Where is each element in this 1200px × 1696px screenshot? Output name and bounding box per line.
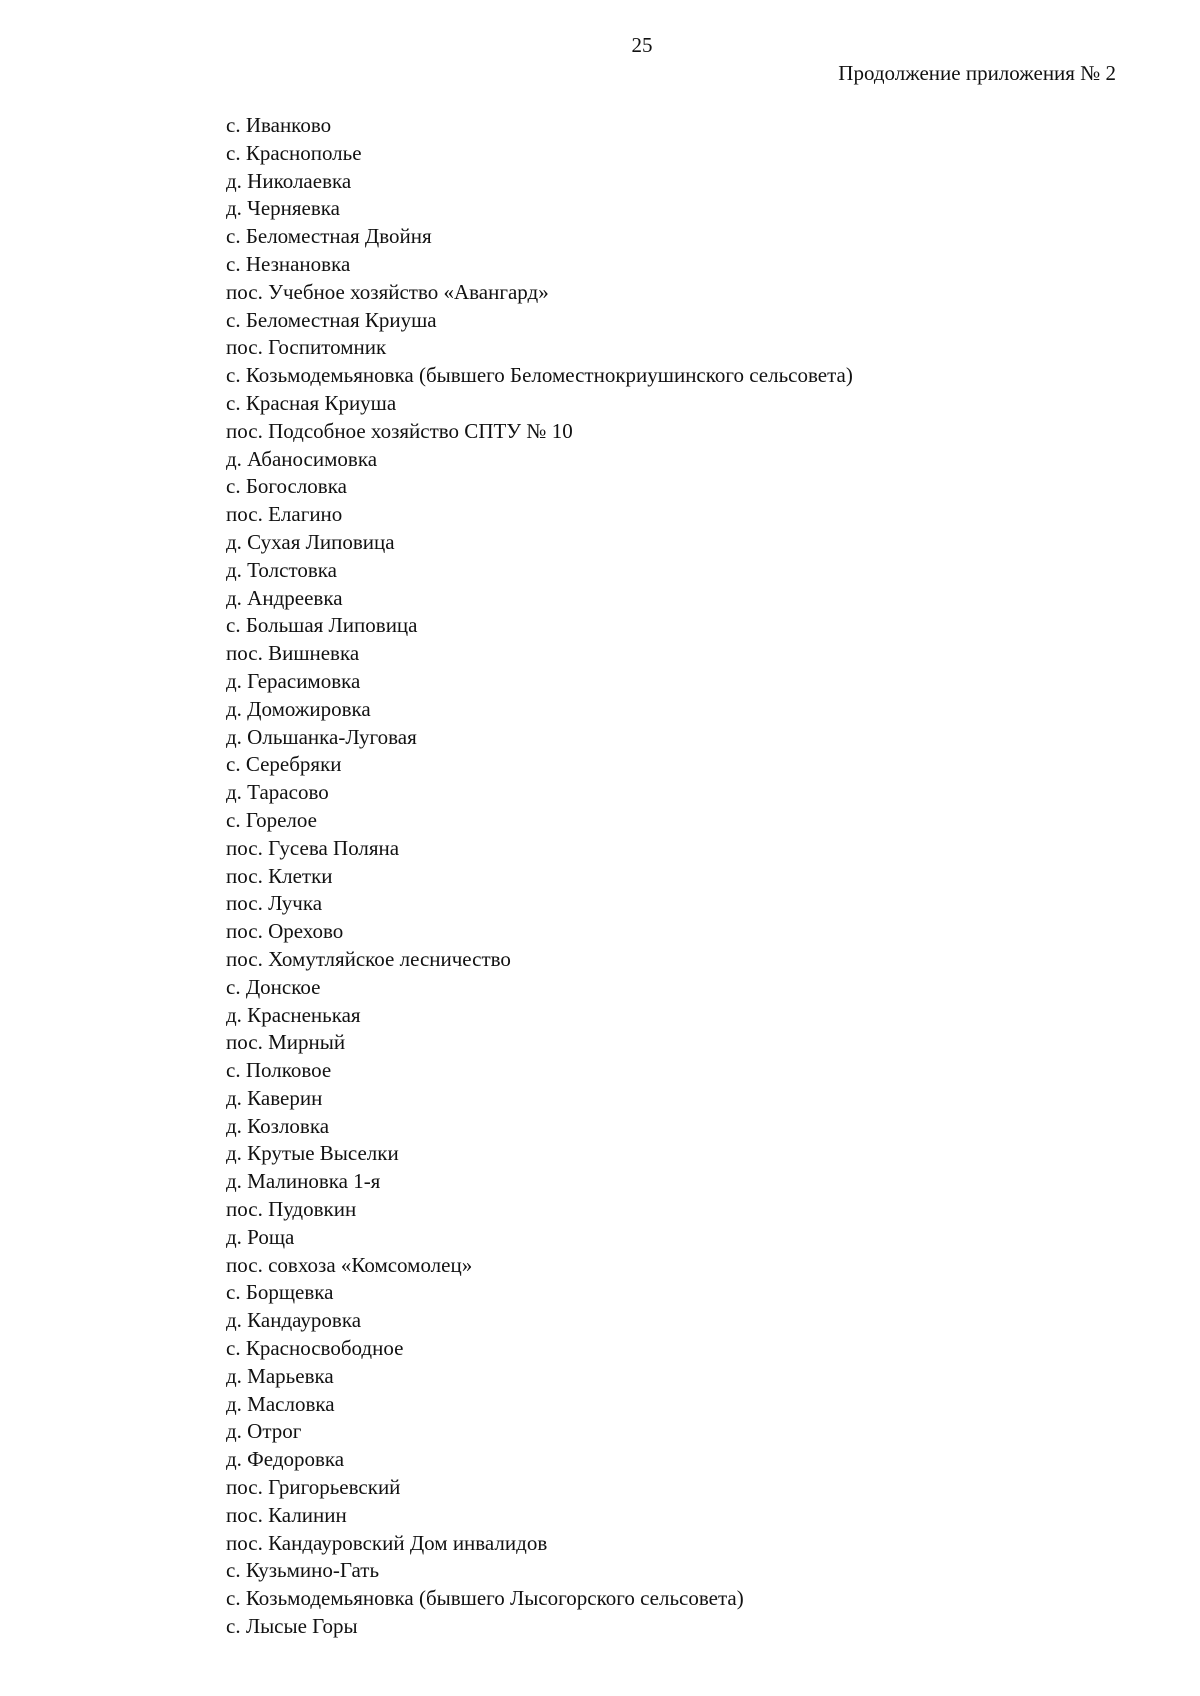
settlement-item: д. Толстовка bbox=[226, 557, 337, 582]
settlement-item: с. Иванково bbox=[226, 113, 332, 137]
settlement-item: с. Борщевка bbox=[226, 1280, 334, 1305]
settlement-item: с. Козьмодемьяновка (бывшего Лысогорского сельсовета) bbox=[226, 1586, 744, 1611]
settlement-item: с. Беломестная Двойня bbox=[226, 224, 432, 249]
page-number: 25 bbox=[631, 33, 653, 57]
settlement-item: д. Отрог bbox=[226, 1419, 302, 1444]
settlement-item: д. Доможировка bbox=[226, 696, 371, 721]
settlement-item: пос. Мирный bbox=[226, 1030, 346, 1055]
settlement-item: д. Кандауровка bbox=[226, 1308, 362, 1333]
settlement-item: д. Малиновка 1-я bbox=[226, 1169, 381, 1194]
settlement-item: пос. Госпитомник bbox=[226, 335, 387, 360]
settlement-item: д. Каверин bbox=[226, 1085, 323, 1110]
settlement-item: пос. Вишневка bbox=[226, 641, 360, 666]
settlement-item: пос. Клетки bbox=[226, 863, 333, 888]
settlement-item: д. Сухая Липовица bbox=[226, 529, 395, 554]
settlement-item: д. Герасимовка bbox=[226, 668, 361, 693]
settlement-item: с. Серебряки bbox=[226, 752, 342, 777]
settlement-item: с. Кузьмино-Гать bbox=[226, 1558, 380, 1583]
settlement-item: с. Красная Криуша bbox=[226, 390, 397, 415]
settlement-item: с. Богословка bbox=[226, 474, 347, 499]
settlement-list bbox=[226, 112, 853, 1641]
settlement-item: пос. совхоза «Комсомолец» bbox=[226, 1252, 473, 1277]
settlement-item: пос. Учебное хозяйство «Авангард» bbox=[226, 279, 549, 304]
settlement-item: пос. Елагино bbox=[226, 502, 343, 527]
settlement-item: д. Роща bbox=[226, 1224, 295, 1249]
settlement-item: с. Козьмодемьяновка (бывшего Беломестнокриушинского сельсовета) bbox=[226, 363, 853, 388]
settlement-item: пос. Григорьевский bbox=[226, 1475, 401, 1500]
settlement-item: с. Большая Липовица bbox=[226, 613, 418, 638]
settlement-item: д. Николаевка bbox=[226, 168, 352, 193]
appendix-note: Продолжение приложения № 2 bbox=[838, 61, 1116, 85]
settlement-item: д. Масловка bbox=[226, 1391, 335, 1416]
settlement-item: пос. Подсобное хозяйство СПТУ № 10 bbox=[226, 418, 573, 443]
settlement-item: пос. Кандауровский Дом инвалидов bbox=[226, 1530, 548, 1555]
settlement-item: д. Тарасово bbox=[226, 780, 329, 805]
settlement-item: с. Краснополье bbox=[226, 140, 362, 165]
settlement-item: д. Марьевка bbox=[226, 1363, 334, 1388]
settlement-item: пос. Гусева Поляна bbox=[226, 835, 400, 860]
settlement-item: с. Беломестная Криуша bbox=[226, 307, 437, 332]
settlement-item: д. Ольшанка-Луговая bbox=[226, 724, 417, 749]
settlement-item: д. Крутые Выселки bbox=[226, 1141, 399, 1166]
settlement-item: с. Полковое bbox=[226, 1058, 332, 1083]
settlement-item: с. Донское bbox=[226, 974, 321, 999]
settlement-item: д. Козловка bbox=[226, 1113, 330, 1138]
settlement-item: пос. Лучка bbox=[226, 891, 323, 916]
settlement-item: пос. Калинин bbox=[226, 1502, 347, 1527]
settlement-item: д. Федоровка bbox=[226, 1447, 345, 1472]
settlement-item: с. Лысые Горы bbox=[226, 1614, 358, 1639]
settlement-item: д. Черняевка bbox=[226, 196, 340, 221]
settlement-item: д. Красненькая bbox=[226, 1002, 361, 1027]
settlement-item: пос. Пудовкин bbox=[226, 1197, 357, 1222]
settlement-item: д. Абаносимовка bbox=[226, 446, 378, 471]
settlement-item: с. Незнановка bbox=[226, 251, 351, 276]
settlement-item: пос. Орехово bbox=[226, 919, 344, 944]
settlement-item: с. Красносвободное bbox=[226, 1336, 404, 1361]
settlement-item: д. Андреевка bbox=[226, 585, 343, 610]
settlement-item: пос. Хомутляйское лесничество bbox=[226, 946, 511, 971]
settlement-item: с. Горелое bbox=[226, 807, 317, 832]
